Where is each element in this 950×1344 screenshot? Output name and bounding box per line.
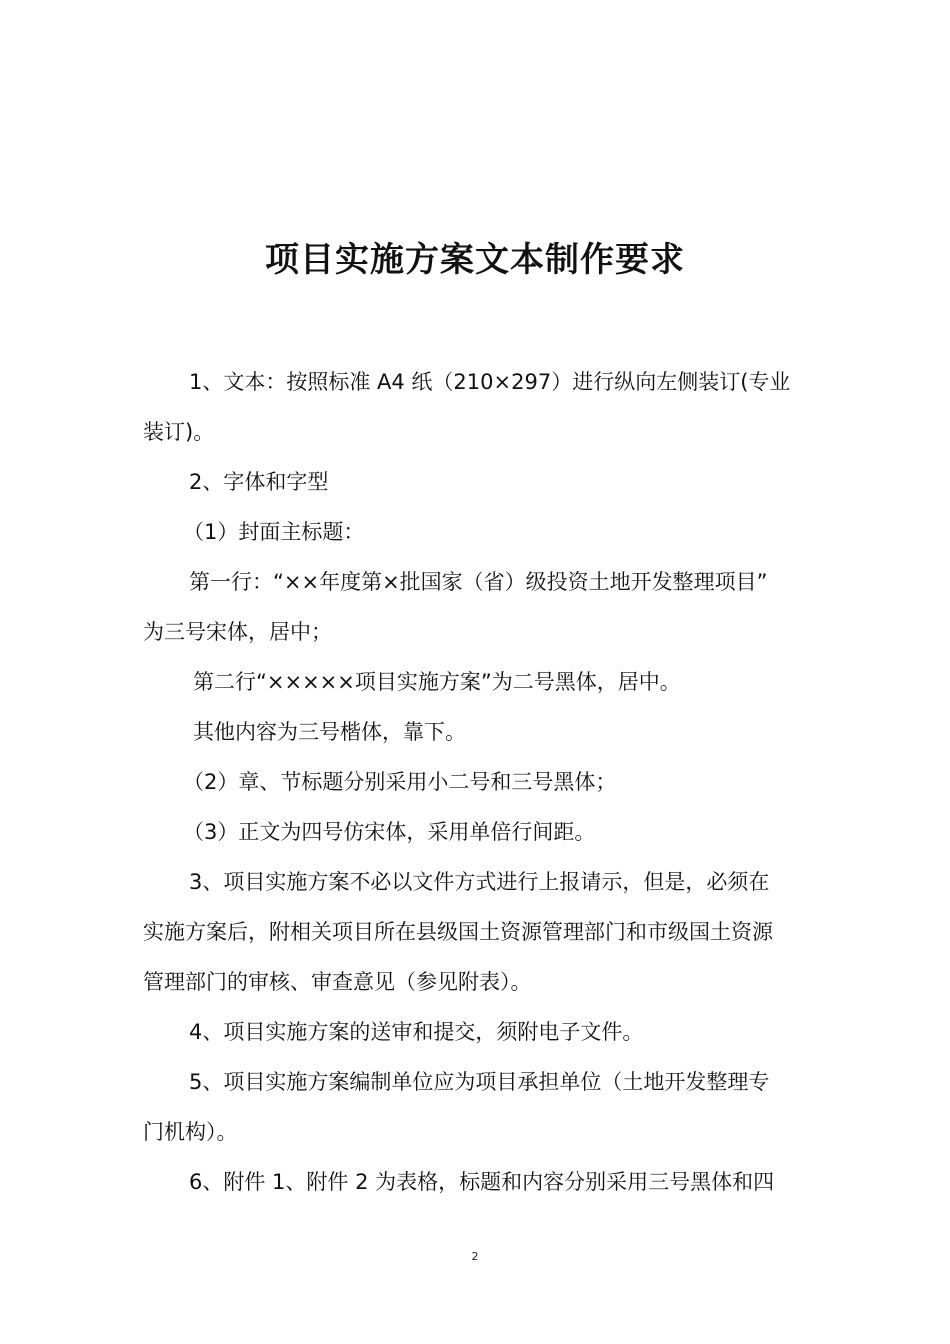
paragraph-line: 2、字体和字型 xyxy=(189,470,329,494)
paragraph-line: 装订)。 xyxy=(143,420,215,444)
paragraph-line: 其他内容为三号楷体，靠下。 xyxy=(193,720,466,744)
paragraph-10 xyxy=(143,1007,809,1057)
paragraph-7 xyxy=(143,757,809,807)
paragraph-line: 为三号宋体，居中； xyxy=(143,620,332,644)
paragraph-line: 门机构）。 xyxy=(143,1120,238,1144)
document-title: 项目实施方案文本制作要求 xyxy=(265,240,685,280)
paragraph-1 xyxy=(143,357,809,457)
paragraph-8 xyxy=(143,807,809,857)
paragraph-3 xyxy=(143,507,809,557)
paragraph-2 xyxy=(143,457,809,507)
paragraph-line: 实施方案后，附相关项目所在县级国土资源管理部门和市级国土资源 xyxy=(143,920,773,944)
paragraph-9 xyxy=(143,857,809,1007)
paragraph-line: 第二行“×××××项目实施方案”为二号黑体，居中。 xyxy=(193,670,681,694)
paragraph-line: （3）正文为四号仿宋体，采用单倍行间距。 xyxy=(183,820,596,844)
page-number: 2 xyxy=(471,1250,479,1263)
paragraph-line: 3、项目实施方案不必以文件方式进行上报请示，但是，必须在 xyxy=(189,870,770,894)
paragraph-line: 5、项目实施方案编制单位应为项目承担单位（土地开发整理专 xyxy=(189,1070,770,1094)
paragraph-11 xyxy=(143,1057,809,1157)
paragraph-line: （2）章、节标题分别采用小二号和三号黑体； xyxy=(183,770,617,794)
paragraph-line: 第一行：“××年度第×批国家（省）级投资土地开发整理项目” xyxy=(189,570,768,594)
paragraph-line: 管理部门的审核、审查意见（参见附表）。 xyxy=(143,970,532,994)
paragraph-line: 6、附件 1、附件 2 为表格，标题和内容分别采用三号黑体和四 xyxy=(189,1170,775,1194)
paragraph-line: 1、文本：按照标准 A4 纸（210×297）进行纵向左侧装订(专业 xyxy=(189,370,791,394)
paragraph-5 xyxy=(143,657,809,707)
paragraph-4 xyxy=(143,557,809,657)
paragraph-12 xyxy=(143,1157,809,1207)
paragraph-line: （1）封面主标题： xyxy=(183,520,365,544)
paragraph-line: 4、项目实施方案的送审和提交，须附电子文件。 xyxy=(189,1020,644,1044)
paragraph-6 xyxy=(143,707,809,757)
